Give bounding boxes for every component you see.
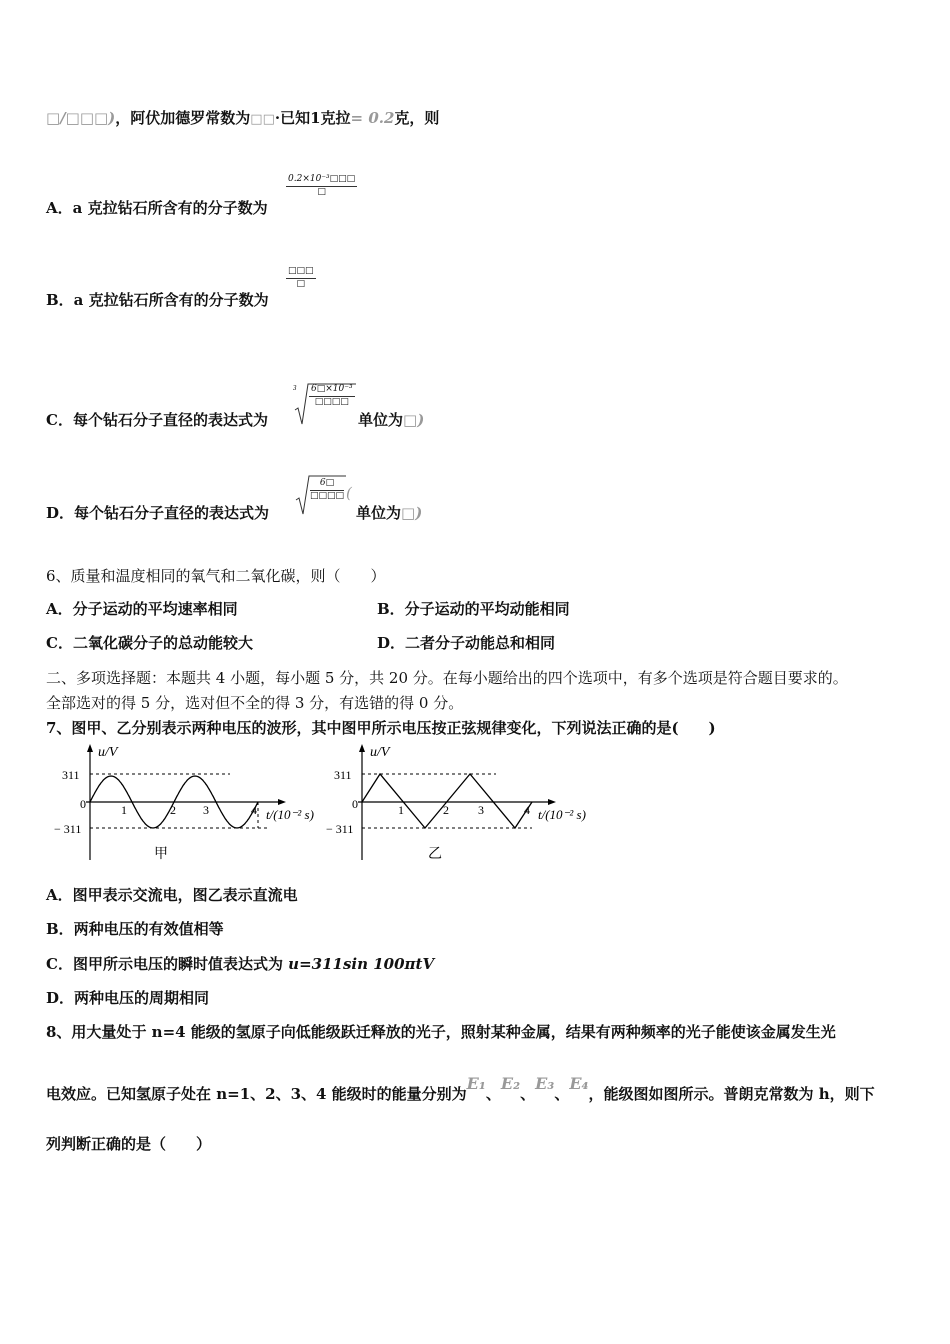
q5-option-b-fraction [286, 266, 316, 290]
fraction-denominator: □□□□ [314, 396, 349, 407]
fraction-denominator: □□□□ [310, 490, 345, 501]
x-axis-arrow [548, 799, 556, 805]
y-top-label: 311 [62, 768, 80, 782]
q6-stem: 6、质量和温度相同的氧气和二氧化碳，则（ ） [46, 567, 386, 585]
q5-option-c [46, 409, 268, 430]
x-axis-arrow [278, 799, 286, 805]
intro-text-a: ，阿伏加德罗常数为 [115, 109, 251, 127]
q7-option-b: B．两种电压的有效值相等 [46, 920, 224, 938]
q8-line2-post: ，能级图如图所示。普朗克常数为 h，则下 [588, 1085, 875, 1103]
q5-option-d [46, 502, 269, 523]
energy-e2: E₂ [500, 1074, 521, 1093]
q5-option-d-paren [346, 484, 352, 502]
fraction-denominator: □ [296, 278, 306, 289]
q8-line3: 列判断正确的是（ ） [46, 1135, 212, 1153]
option-a-label: A．a 克拉钻石所含有的分子数为 [46, 199, 268, 217]
x-tick-2: 2 [443, 803, 449, 817]
origin-label: 0 [80, 797, 86, 811]
unit-symbol: □) [403, 411, 425, 429]
intro-line [46, 107, 439, 128]
q8-line2 [46, 1074, 875, 1104]
x-tick-1: 1 [398, 803, 404, 817]
x-tick-1: 1 [121, 803, 127, 817]
open-paren: ( [346, 484, 352, 502]
avogadro-symbol: □□ [250, 112, 275, 127]
unit-label: 单位为 [356, 504, 402, 522]
q5-option-a [46, 197, 268, 218]
energy-e3: E₃ [535, 1074, 555, 1093]
fraction-numerator: 6□ [310, 478, 344, 491]
x-label: t/(10⁻² s) [266, 807, 314, 822]
fraction-numerator: 0.2×10⁻³□□□ [286, 174, 357, 187]
carat-value: = 0.2 [350, 109, 395, 127]
q5-option-b [46, 289, 269, 310]
section-heading-line2: 全部选对的得 5 分，选对但不全的得 3 分，有选错的得 0 分。 [46, 694, 464, 712]
x-tick-3: 3 [478, 803, 484, 817]
x-tick-4: 4 [251, 803, 257, 817]
q5-option-a-fraction [286, 174, 357, 198]
q5-option-c-unit [358, 409, 424, 430]
y-label: u/V [370, 745, 390, 760]
intro-text-b: ·已知1克拉 [274, 109, 351, 127]
section-heading-line1: 二、多项选择题：本题共 4 小题，每小题 5 分，共 20 分。在每小题给出的四个选项中，有多个选项是符合题目要求的。 [46, 669, 848, 687]
q7-option-a: A．图甲表示交流电，图乙表示直流电 [46, 886, 298, 904]
y-bottom-label: − 311 [326, 822, 354, 836]
x-tick-2: 2 [170, 803, 176, 817]
intro-text-c: 克，则 [394, 109, 440, 127]
option-c-label: C．每个钻石分子直径的表达式为 [46, 411, 268, 429]
q7-option-d: D．两种电压的周期相同 [46, 989, 210, 1007]
q5-option-c-fraction [309, 384, 355, 408]
unit-label: 单位为 [358, 411, 404, 429]
q6-option-b: B．分子运动的平均动能相同 [377, 600, 570, 618]
q7-stem: 7、图甲、乙分别表示两种电压的波形，其中图甲所示电压按正弦规律变化，下列说法正确的是( ) [46, 719, 716, 737]
q7-option-c [46, 953, 434, 974]
energy-e4: E₄ [569, 1074, 589, 1093]
graph-jia [50, 742, 330, 867]
units-symbol: □/□□□) [46, 109, 116, 127]
separator: 、 [520, 1085, 536, 1103]
fraction-numerator: 6□×10⁻³ [309, 384, 355, 397]
y-top-label: 311 [334, 768, 352, 782]
unit-symbol: □) [401, 504, 423, 522]
triangle-wave [362, 774, 532, 828]
option-c-expression: u=311sin 100πtV [288, 955, 435, 973]
option-d-label: D．每个钻石分子直径的表达式为 [46, 504, 270, 522]
graph-caption: 乙 [428, 847, 442, 862]
fraction-denominator: □ [317, 186, 326, 197]
option-b-label: B．a 克拉钻石所含有的分子数为 [46, 291, 269, 309]
q8-line2-text: 电效应。已知氢原子处在 n=1、2、3、4 能级时的能量分别为 [46, 1085, 467, 1103]
root-index: 3 [293, 384, 297, 392]
x-tick-3: 3 [203, 803, 209, 817]
x-label: t/(10⁻² s) [538, 807, 586, 822]
y-label: u/V [98, 745, 118, 760]
origin-label: 0 [352, 797, 358, 811]
q5-option-d-unit [356, 502, 422, 523]
separator: 、 [485, 1085, 501, 1103]
q8-line1: 8、用大量处于 n=4 能级的氢原子向低能级跃迁释放的光子，照射某种金属，结果有两种频率的光子能使该金属发生光 [46, 1023, 836, 1041]
separator: 、 [554, 1085, 570, 1103]
fraction-numerator: □□□ [286, 266, 316, 279]
q5-option-d-fraction [310, 478, 344, 502]
graph-caption: 甲 [154, 847, 168, 862]
q6-option-a: A．分子运动的平均速率相同 [46, 600, 238, 618]
y-axis-arrow [359, 744, 365, 752]
q6-option-c: C．二氧化碳分子的总动能较大 [46, 634, 253, 652]
q6-option-d: D．二者分子动能总和相同 [377, 634, 556, 652]
y-axis-arrow [87, 744, 93, 752]
y-bottom-label: − 311 [54, 822, 82, 836]
option-c-text: C．图甲所示电压的瞬时值表达式为 [46, 955, 289, 973]
x-tick-4: 4 [524, 803, 530, 817]
graph-yi [326, 742, 610, 867]
energy-e1: E₁ [466, 1074, 486, 1093]
